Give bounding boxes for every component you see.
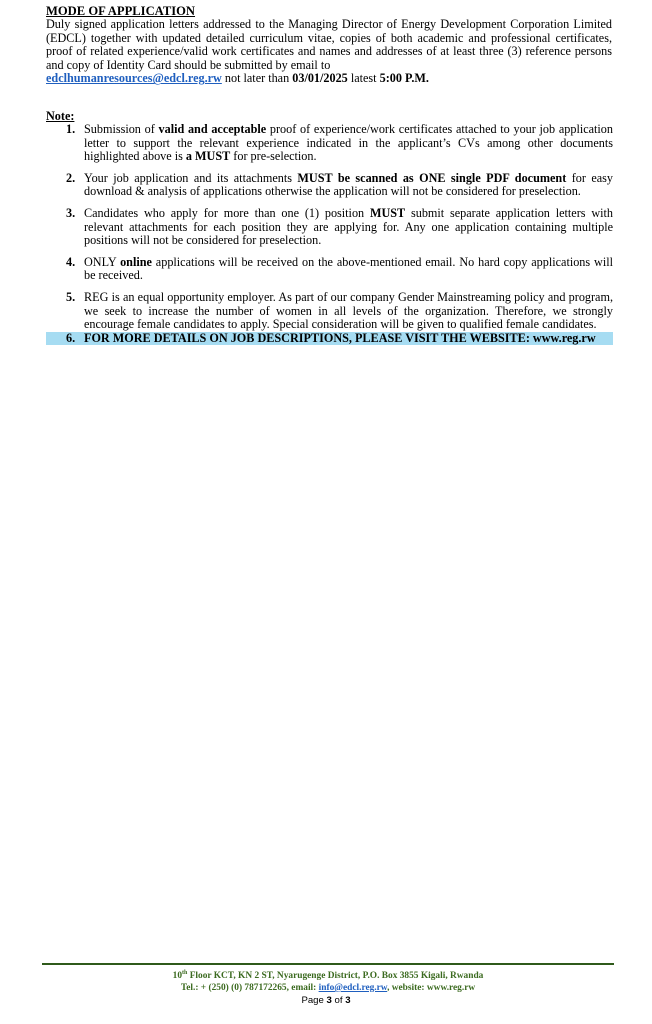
note-number: 6. — [66, 330, 76, 345]
note-emphasis: online — [120, 254, 152, 269]
note-number: 3. — [66, 205, 76, 220]
note-number: 4. — [66, 254, 76, 269]
note-item-4 — [46, 256, 613, 283]
note-item-5 — [46, 291, 613, 332]
intro-text: Duly signed application letters addressed to the Managing Director of Energy Development Corporation Limited (EDCL) together with updated detailed curriculum vitae, copies of both academic and professional certificates, proof of related experience/valid work certificates and names and addresses of at least three (3) reference persons and copy of Identity Card should be submitted by email to — [46, 17, 612, 72]
intro-paragraph — [46, 18, 612, 86]
page-label: Page — [301, 995, 327, 1006]
note-text: for easy download & analysis of applications otherwise the application will not be considered for preselection. — [84, 170, 613, 199]
tel-text: Tel.: + (250) (0) 787172265, email: — [180, 982, 319, 993]
website-text: , website: www.reg.rw — [387, 982, 476, 993]
floor-number: 10 — [172, 971, 182, 982]
note-number: 1. — [66, 122, 76, 136]
note-emphasis: MUST be scanned as ONE single PDF document — [297, 170, 567, 185]
note-number: 2. — [66, 170, 76, 185]
note-text: Submission of — [84, 122, 159, 136]
page-number — [0, 994, 652, 1008]
note-item-3 — [46, 207, 613, 248]
note-text: submit separate application letters with relevant attachments for each position they are applying for. Any one application containing multiple positions will not be considered for preselection. — [84, 205, 613, 248]
note-text: for pre-selection. — [230, 149, 317, 164]
note-text: ONLY — [84, 254, 121, 269]
note-item-1 — [46, 123, 613, 164]
page-of: of — [331, 995, 346, 1006]
note-emphasis: MUST — [369, 205, 406, 220]
footer-divider — [42, 963, 614, 965]
footer — [42, 968, 614, 995]
info-email-link[interactable]: info@edcl.reg.rw — [318, 982, 388, 993]
page-current: 3 — [326, 995, 332, 1006]
note-emphasis: a MUST — [185, 149, 231, 164]
note-title: Note: — [46, 109, 75, 123]
section-title: MODE OF APPLICATION — [46, 4, 196, 18]
intro-text-mid: not later than — [221, 71, 293, 86]
hr-email-link[interactable]: edclhumanresources@edcl.reg.rw — [46, 71, 222, 86]
note-emphasis: valid and acceptable — [158, 122, 267, 136]
footer-contact — [42, 983, 614, 995]
note-text: applications will be received on the above-mentioned email. No hard copy applications will be received. — [84, 254, 613, 283]
note-number: 5. — [66, 289, 76, 304]
note-text: Your job application and its attachments — [84, 170, 298, 185]
floor-suffix: th — [182, 970, 188, 976]
page-total: 3 — [345, 995, 351, 1006]
note-item-2 — [46, 172, 613, 199]
deadline-date: 03/01/2025 — [292, 71, 348, 86]
note-text: Candidates who apply for more than one (1) position — [84, 205, 370, 220]
note-text: proof of experience/work certificates attached to your job application letter to support the relevant experience indicated in the applicant’s CVs among other documents highlighted above is — [84, 122, 613, 164]
notes-list — [46, 123, 613, 345]
note-item-6-highlighted — [46, 332, 613, 346]
intro-text-latest: latest — [347, 71, 380, 86]
deadline-time: 5:00 P.M. — [379, 71, 429, 86]
note-text: FOR MORE DETAILS ON JOB DESCRIPTIONS, PLEASE VISIT THE WEBSITE: www.reg.rw — [84, 330, 596, 345]
address-text: Floor KCT, KN 2 ST, Nyarugenge District, P.O. Box 3855 Kigali, Rwanda — [187, 971, 484, 982]
footer-address — [42, 968, 614, 983]
note-text: REG is an equal opportunity employer. As part of our company Gender Mainstreaming policy and program, we seek to increase the number of women in all levels of the organization. Therefore, we strongly encourage female candidates to apply. Special consideration will be given to qualified female candidates. — [84, 289, 613, 332]
intro-deadline-line — [46, 72, 612, 86]
